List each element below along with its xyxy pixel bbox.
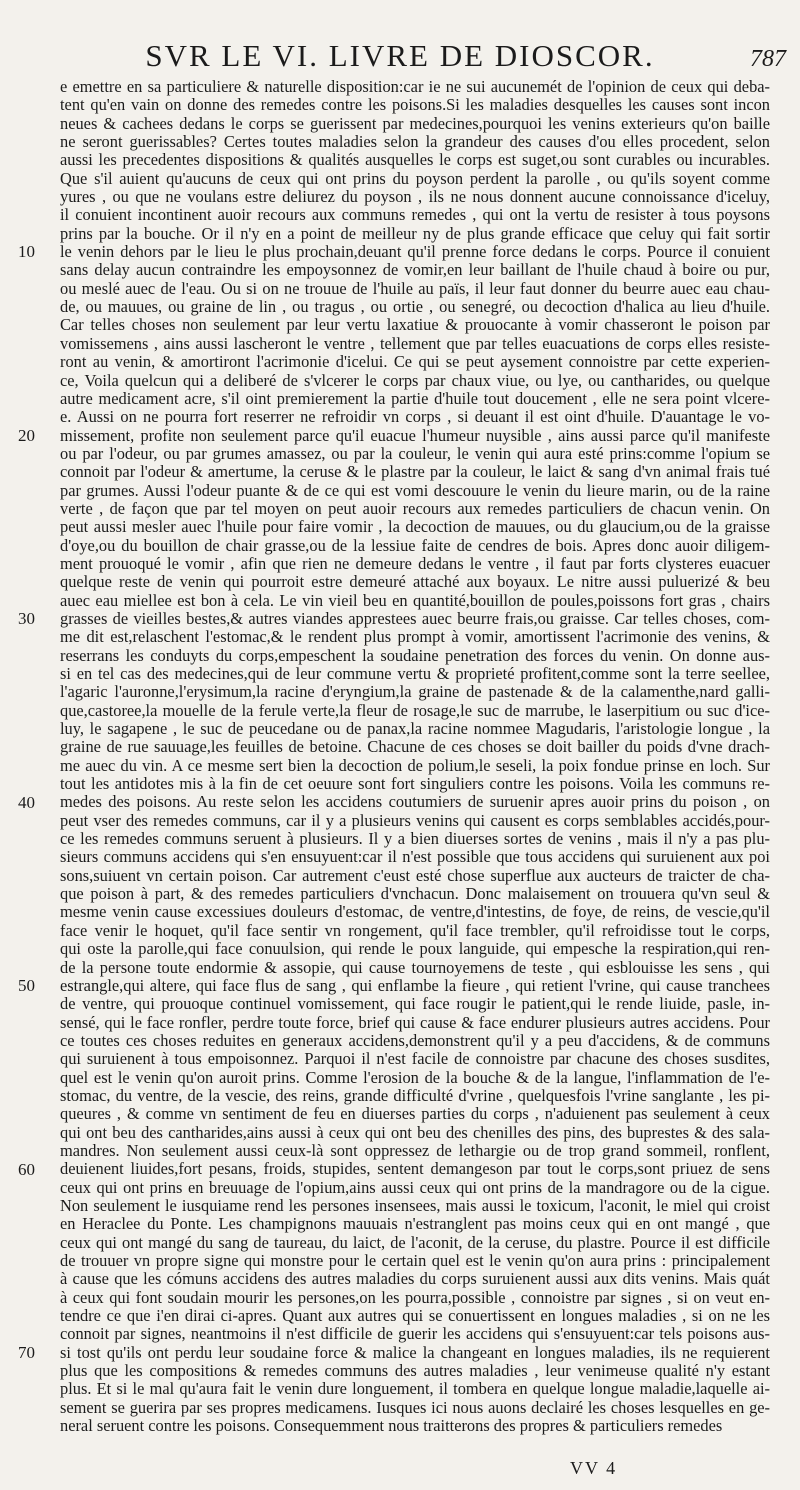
text-line: que,castoree,la mouelle de la ferule verte,la fleur de rosage,le suc de marrube, le laserpitium ou suc d'ice- <box>60 701 770 720</box>
text-line: qui suruienent à tous empoisonnez. Parquoi il n'est facile de connoistre par chacune des choses susdites, <box>60 1050 770 1069</box>
text-line: en Heraclee du Ponte. Les champignons mauuais n'estranglent pas moins ceux qui en ont mangé , que <box>60 1215 770 1234</box>
line-number-marker: 40 <box>18 792 35 812</box>
text-line: d'oye,ou du bouillon de chair grasse,ou de la lessiue faite de cendres de bois. Apres donc auoir diligem- <box>60 536 770 555</box>
text-line: ceux qui ont mangé du sang de taureau, du laict, de l'aconit, de la ceruse, du plastre. Pource il est difficile <box>60 1233 770 1252</box>
text-line: de, ou mauues, ou graine de lin , ou tragus , ou ortie , ou senegré, ou decoction d'halica au lieu d'huile. <box>60 298 770 317</box>
text-line: sans delay aucun contraindre les empoysonnez de vomir,en leur baillant de l'huile chaud à boire ou pur, <box>60 261 770 280</box>
body-text <box>60 78 770 1435</box>
text-line: de trouuer vn propre signe qui monstre pour le certain quel est le venin qu'on aura prins : principalement <box>60 1252 770 1270</box>
text-line: plus que les compositions & remedes communs des autres maladies , leur venimeuse qualité n'y estant <box>60 1362 770 1381</box>
text-line: deuienent liuides,fort pesans, froids, stupides, sentent demangeson par tout le corps,sont priuez de sens <box>60 1160 770 1179</box>
text-line: verte , de façon que par tel moyen on peut auoir recours aux remedes particuliers de chacun venin. On <box>60 499 770 518</box>
text-line: neues & cachees dedans le corps se guerissent par medecines,pourquoi les venins exterieurs qu'on baille <box>60 114 770 133</box>
text-line: vomissemens , ains aussi lascheront le ventre , tellement que par telles euacuations de corps elles resiste- <box>60 334 770 353</box>
page-number: 787 <box>750 46 786 72</box>
text-line: tendre ce que i'en dirai ci-apres. Quant aux autres qui se conuertissent en longues maladies , si on ne les <box>60 1307 770 1326</box>
text-line: ne seront guerissables? Certes toutes maladies selon la grandeur des causes d'ou elles procedent, selon <box>60 133 770 152</box>
text-line: reserrans les conduyts du corps,empeschent la soudaine penetration des forces du venin. On donne aus- <box>60 646 770 665</box>
text-line: luy, le sagapene , le suc de peucedane ou de panax,la racine nommee Magudaris, l'aristologie longue , la <box>60 720 770 739</box>
text-line: e emettre en sa particuliere & naturelle disposition:car ie ne sui aucunemét de l'opinion de ceux qui deba- <box>60 78 770 96</box>
text-line: mesme venin cause excessiues douleurs d'estomac, de ventre,d'intestins, de foye, de reins, de vescie,qu'il <box>60 903 770 922</box>
text-line: peut vser des remedes communs, car il y a plusieurs venins qui causent es corps semblables accidés,pour- <box>60 811 770 830</box>
text-line: face venir le hoquet, qu'il face sentir vn rongement, qu'il face trembler, qu'il refroidisse tout le corps, <box>60 921 770 940</box>
text-line: me dit est,relaschent l'estomac,& le rendent plus prompt à vomir, amortissent l'acrimonie des venins, & <box>60 628 770 647</box>
text-line: autre medicament acre, s'il oint premierement la partie d'huile tout doucement , elle ne sera point vlcere- <box>60 389 770 408</box>
text-line: graine de rue sauuage,les feuilles de betoine. Chacune de ces choses se doit bailler du poids d'vne drach- <box>60 738 770 757</box>
text-line: Que s'il auient qu'aucuns de ceux qui ont prins du poyson perdent la parolle , ou qu'ils soyent comme <box>60 169 770 188</box>
text-line: qui ont beu des cantharides,ains aussi à ceux qui ont beu des chenilles des pins, des buprestes & des sala- <box>60 1123 770 1142</box>
text-line: ment prouoqué le vomir , afin que rien ne demeure dedans le ventre , il faut par forts clysteres euacuer <box>60 554 770 573</box>
text-line: ceux qui ont prins en breuuage de l'opium,ains aussi ceux qui ont prins de la mandragore ou de la cigue. <box>60 1178 770 1197</box>
text-line: grasses de vieilles bestes,& autres viandes apprestees auec beurre frais,ou graisse. Car telles choses, com- <box>60 609 770 628</box>
text-line: si tost qu'ils ont perdu leur soudaine force & malice la changeant en longues maladies, ils ne requierent <box>60 1343 770 1362</box>
line-number-marker: 60 <box>18 1159 35 1179</box>
text-line: de ventre, qui prouoque continuel vomissement, qui face rougir le patient,qui le rende liuide, pasle, in- <box>60 995 770 1014</box>
text-line: sons,suiuent vn certain poison. Car autrement c'eust esté chose superflue aux aucteurs de traicter de cha- <box>60 866 770 885</box>
text-line: sensé, qui le face ronfler, perdre toute force, brief qui cause & face endurer plusieurs autres accidens. Pour <box>60 1013 770 1032</box>
text-line: me auec du vin. A ce mesme sert bien la decoction de polium,le seseli, la poix fondue prinse en loch. Sur <box>60 756 770 775</box>
text-line: medes des poisons. Au reste selon les accidens coutumiers de suruenir apres auoir prins du poison , on <box>60 793 770 812</box>
text-line: le venin dehors par le lieu le plus prochain,deuant qu'il prenne force dedans le corps. Pource il conuient <box>60 243 770 262</box>
text-line: quel est le venin qu'on auroit prins. Comme l'erosion de la bouche & de la langue, l'inflammation de l'e- <box>60 1068 770 1087</box>
text-line: aussi les precedentes dispositions & qualités ausquelles le corps est suget,ou sont curables ou incurables. <box>60 151 770 170</box>
text-line: ce toutes ces choses reduites en generaux accidens,demonstrent qu'il y a peu d'accidens, & de communs <box>60 1031 770 1050</box>
line-number-marker: 10 <box>18 242 35 262</box>
text-line: que poison à part, & des remedes particuliers d'vnchacun. Donc malaisement on trouuera qu'vn seul & <box>60 885 770 904</box>
text-line: neral seruent contre les poisons. Consequemment nous traitterons des propres & particuliers remedes <box>60 1417 723 1436</box>
text-line: qui oste la parolle,qui face conuulsion, qui rende le poux languide, qui empesche la respiration,qui ren- <box>60 940 770 959</box>
text-line: l'agaric l'auronne,l'erysimum,la racine d'eryngium,la graine de pastenade & de la calamenthe,nard galli- <box>60 683 770 702</box>
text-line: Non seulement le iusquiame rend les persones insensees, mais aussi le toxicum, l'aconit, le miel qui croist <box>60 1196 770 1215</box>
line-number-marker: 20 <box>18 425 35 445</box>
text-line: plus. Et si le mal qu'aura fait le venin dure longuement, il tombera en quelque longue maladie,laquelle ai- <box>60 1380 770 1399</box>
line-number-marker: 30 <box>18 609 35 629</box>
text-line: par grumes. Aussi l'odeur puante & de ce qui est vomi descouure le venin du lieure marin, ou de la raine <box>60 481 770 500</box>
running-head: SVR LE VI. LIVRE DE DIOSCOR. <box>145 38 655 73</box>
text-line: queures , & comme vn sentiment de feu en diuerses parties du corps , n'aduienent pas seulement à ceux <box>60 1105 770 1124</box>
text-line: de la persone toute endormie & assopie, qui cause tournoyemens de teste , qui esblouisse les sens , qui <box>60 958 770 977</box>
text-line: Car telles choses non seulement par leur vertu laxatiue & prouocante à vomir chasseront le poison par <box>60 316 770 335</box>
text-line: ou par l'odeur, ou par grumes amassez, ou par la couleur, le venin qui aura esté prins:comme l'opium se <box>60 444 770 463</box>
text-line: sieurs communs accidens qui s'en ensuyuent:car il n'est possible que tous accidens qui suruienent aux poi <box>60 848 770 867</box>
text-line: estrangle,qui altere, qui face flus de sang , qui enflambe la fieure , qui retient l'vrine, qui cause tranchees <box>60 976 770 995</box>
line-number-marker: 50 <box>18 976 35 996</box>
text-line: connoit par signes, neantmoins il n'est difficile de guerir les accidens qui s'ensuyuent:car tels poisons aus- <box>60 1325 770 1344</box>
text-line: connoit par l'odeur & amertume, la ceruse & le plastre par la couleur, le laict & sang d'vn animal frais tué <box>60 463 770 482</box>
text-line: tout les antidotes mis à la fin de cet oeuure sont fort singuliers contre les poisons. Voila les communs re- <box>60 775 770 794</box>
text-line: peut aussi mesler auec l'huile pour faire vomir , la decoction de mauues, ou du glaucium,ou de la graisse <box>60 518 770 537</box>
text-line: ou meslé auec de l'eau. Ou si on ne trouue de l'huile au païs, il leur faut donner du beurre auec eau chau- <box>60 279 770 298</box>
text-line: auec eau miellee est bon à cela. Le vin vieil beu en quantité,bouillon de poules,poissons fort gras , chairs <box>60 591 770 610</box>
text-line: à ceux qui font soudain mourir les persones,on les pourra,possible , connoistre par signes , si on veut en- <box>60 1288 770 1307</box>
text-line: yures , ou que ne voulans estre deliurez du poyson , ils ne nous donnent aucune connoissance d'iceluy, <box>60 188 770 207</box>
text-line: si en tel cas des medecines,qui de leur commune vertu & proprieté profitent,comme sont la terre seellee, <box>60 665 770 683</box>
text-line: ce, Voila quelcun qui a deliberé de s'vlcerer le corps par chaux viue, ou lye, ou cantharides, ou quelque <box>60 371 770 390</box>
text-line: sement se guerira par ses propres medicamens. Iusques ici nous auons declairé les choses lesquelles en ge- <box>60 1398 770 1417</box>
line-number-marker: 70 <box>18 1343 35 1363</box>
text-line: quelque reste de venin qui pourroit estre demeuré attaché aux boyaux. Le nitre aussi puluerizé & beu <box>60 573 770 592</box>
text-line: e. Aussi on ne pourra fort reserrer ne refroidir vn corps , si deuant il est oint d'huile. D'auantage le vo- <box>60 408 770 427</box>
text-line: mandres. Non seulement aussi ceux-là sont oppressez de lethargie ou de trop grand sommeil, ronflent, <box>60 1141 770 1160</box>
text-line: ce les remedes communs seruent à plusieurs. Il y a bien diuerses sortes de venins , mais il n'y a pas plu- <box>60 830 770 849</box>
text-line: à cause que les cómuns accidens des autres maladies du corps suruienent aussi aux dits venins. Mais quát <box>60 1270 770 1289</box>
signature-mark: VV 4 <box>570 1458 618 1478</box>
text-line: prins par la bouche. Or il n'y en a point de meilleur ny de plus grande efficace que celuy qui fait sortir <box>60 224 770 243</box>
text-line: ront au venin, & amortiront l'acrimonie d'icelui. Ce qui se peut aysement connoistre par cette experien- <box>60 353 770 372</box>
text-line: tent qu'en vain on donne des remedes contre les poisons.Si les maladies desquelles les causes sont incon <box>60 96 770 115</box>
text-line: stomac, du ventre, de la vescie, des reins, grande difficulté d'vrine , quelquesfois l'vrine sanglante , les pi- <box>60 1086 770 1105</box>
text-line: missement, profite non seulement parce qu'il euacue l'humeur nuysible , ains aussi parce qu'il manifeste <box>60 426 770 445</box>
text-line: il conuient incontinent auoir recours aux communs remedes , qui ont la vertu de resister à tous poysons <box>60 206 770 225</box>
